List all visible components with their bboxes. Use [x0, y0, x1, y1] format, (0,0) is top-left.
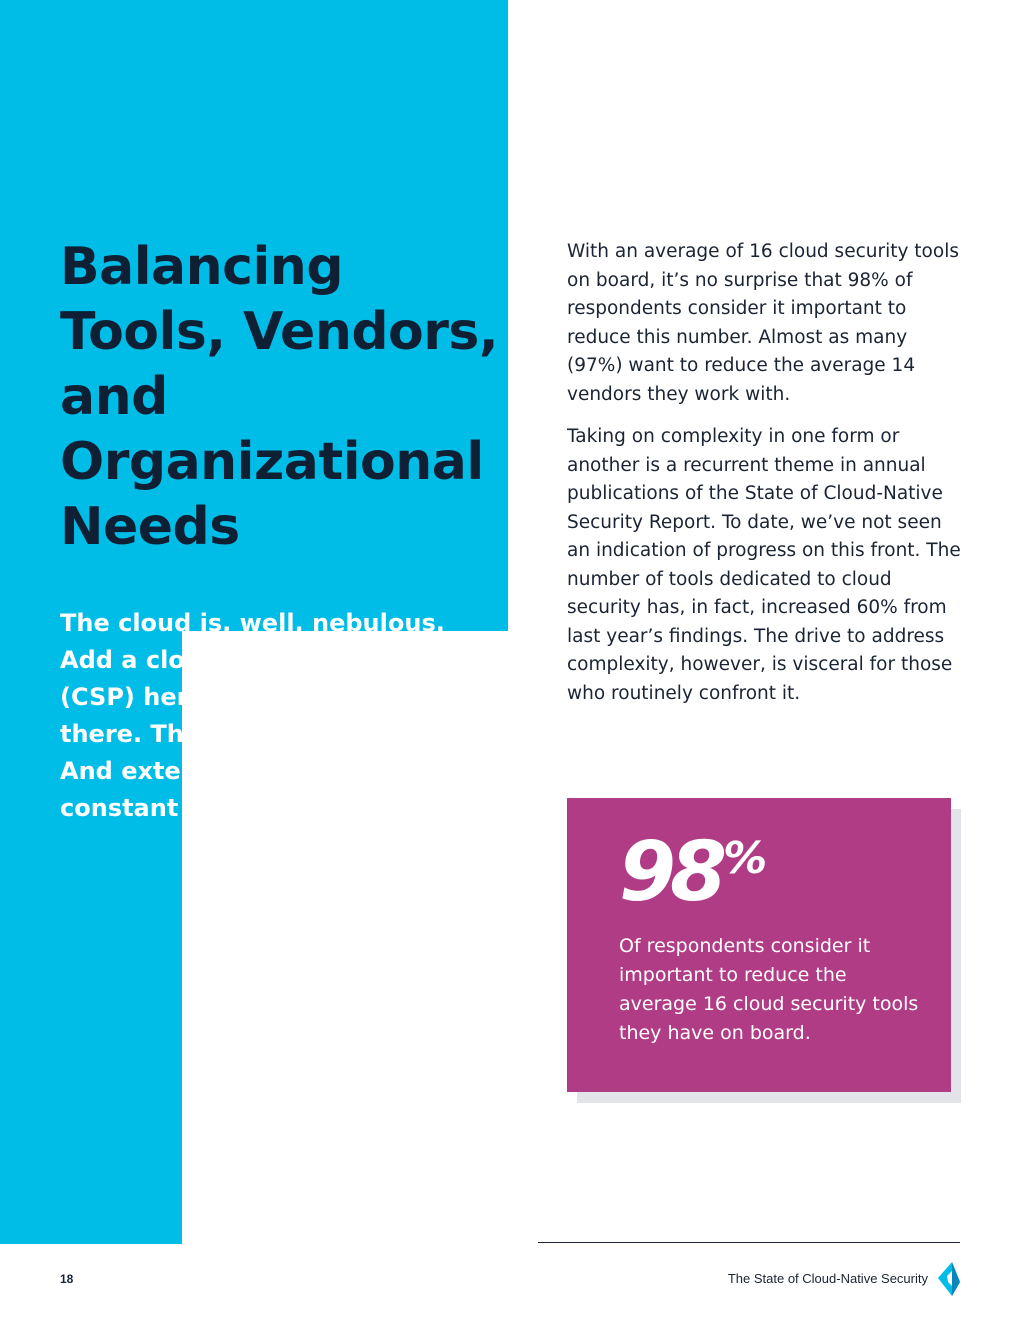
stat-figure	[619, 825, 766, 920]
body-paragraph-2: Taking on complexity in one form or another is a recurrent theme in annual publications of the State of Cloud-Native Security Report. To date, we’ve not seen an indication of progress on this front. The number of tools dedicated to cloud security has, in fact, increased 60% from last year’s findings. The drive to address complexity, however, is visceral for those who routinely confront it.	[567, 426, 961, 704]
stat-unit: %	[723, 833, 766, 884]
intro-text: The cloud is, well, nebulous. Add a cloud service provider (CSP) here, a vendor tool there. The complexity grows. And external complexity is a constant companion.	[60, 609, 457, 822]
stat-card	[567, 798, 951, 1092]
page-title: Balancing Tools, Vendors, and Organizational Needs	[60, 237, 499, 557]
footer-report-title: The State of Cloud-Native Security	[727, 1271, 928, 1286]
body-column	[567, 238, 967, 722]
body-paragraph-1: With an average of 16 cloud security tools on board, it’s no surprise that 98% of respondents consider it important to reduce this number. Almost as many (97%) want to reduce the average 14 vendors they work with.	[567, 241, 959, 405]
stat-description: Of respondents consider it important to reduce the average 16 cloud security tools they have on board.	[619, 935, 919, 1044]
stat-number: 98	[619, 825, 722, 920]
page-number: 18	[60, 1272, 74, 1286]
brand-logo-icon	[936, 1262, 962, 1296]
footer-divider	[538, 1242, 960, 1243]
